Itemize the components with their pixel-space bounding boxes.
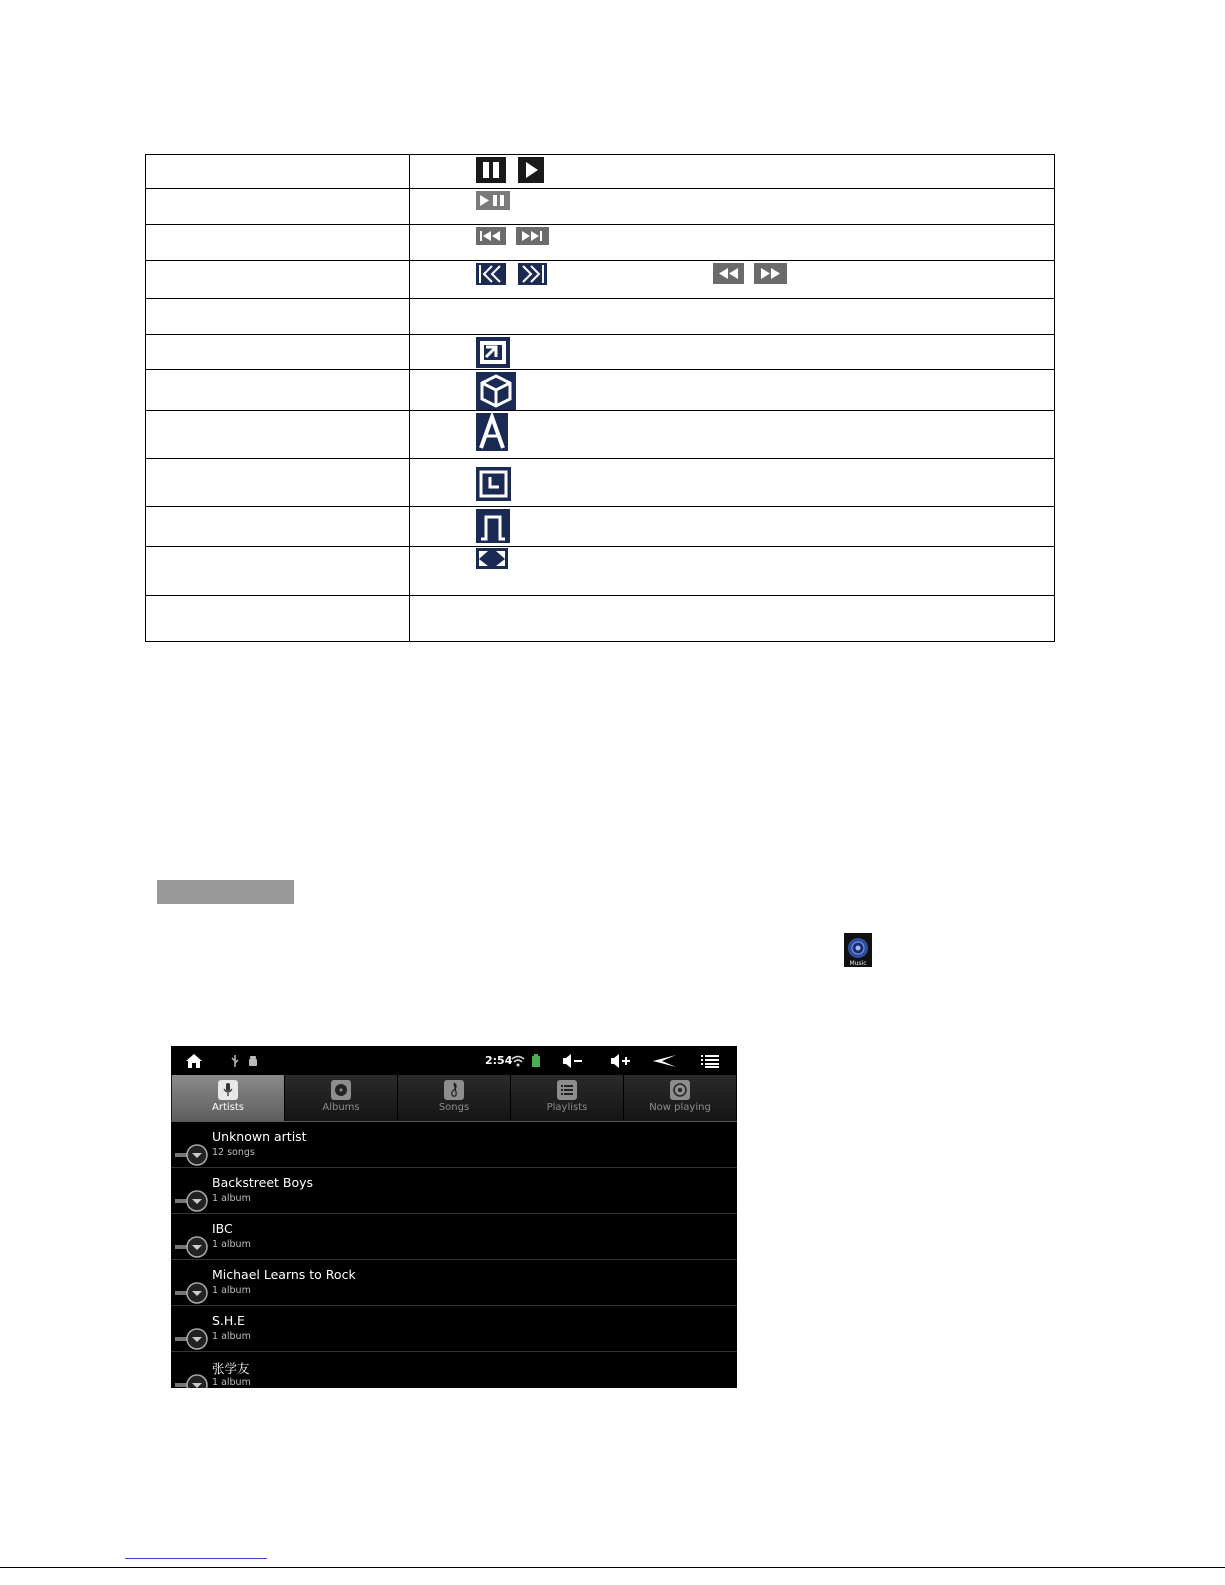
rewind-icon: [713, 263, 744, 288]
music-app-icon[interactable]: [844, 933, 872, 967]
context-menu-icon[interactable]: [175, 1374, 209, 1388]
back-icon[interactable]: [652, 1046, 678, 1075]
list-item[interactable]: [171, 1352, 737, 1388]
page-bottom-rule: [0, 1567, 1225, 1568]
letter-a-icon: [476, 413, 508, 455]
artist-count: 1 album: [212, 1377, 251, 1388]
context-menu-icon[interactable]: [175, 1328, 209, 1354]
clock-icon: [476, 467, 511, 505]
previous-bracket-icon: [476, 263, 506, 289]
table-row: [146, 546, 1054, 595]
artist-list: [171, 1122, 737, 1388]
table-row: [146, 410, 1054, 458]
table-row: [146, 369, 1054, 410]
artist-name: 张学友: [212, 1361, 250, 1376]
artist-name: IBC: [212, 1221, 233, 1236]
artist-count: 1 album: [212, 1285, 251, 1296]
tab-artists[interactable]: [172, 1075, 285, 1121]
list-item[interactable]: [171, 1168, 737, 1214]
section-heading-highlight: [157, 880, 294, 904]
pause-icon: [476, 157, 506, 187]
control-table: [145, 154, 1055, 642]
artist-name: Unknown artist: [212, 1129, 307, 1144]
tab-now-playing[interactable]: [624, 1075, 737, 1121]
list-item[interactable]: [171, 1214, 737, 1260]
context-menu-icon[interactable]: [175, 1282, 209, 1308]
fit-screen-icon: [476, 548, 508, 573]
status-time: 2:54: [485, 1054, 513, 1067]
now-playing-icon: [670, 1080, 690, 1100]
3d-cube-icon: [476, 372, 516, 414]
table-row: [146, 595, 1054, 643]
next-bracket-icon: [518, 263, 547, 289]
tab-bar: [171, 1075, 737, 1121]
status-bar: [171, 1046, 737, 1075]
context-menu-icon[interactable]: [175, 1190, 209, 1216]
disc-icon: [331, 1080, 351, 1100]
artist-count: 1 album: [212, 1193, 251, 1204]
android-debug-icon: [247, 1046, 259, 1075]
speaker-icon: [847, 937, 869, 959]
music-app-screenshot: [171, 1046, 737, 1388]
wifi-icon: [511, 1046, 525, 1075]
table-row: [146, 260, 1054, 298]
table-row: [146, 334, 1054, 369]
artist-name: S.H.E: [212, 1313, 245, 1328]
play-icon: [518, 157, 544, 187]
menu-icon[interactable]: [701, 1046, 719, 1075]
artist-name: Backstreet Boys: [212, 1175, 314, 1190]
table-row: [146, 188, 1054, 224]
list-item[interactable]: [171, 1306, 737, 1352]
list-item[interactable]: [171, 1260, 737, 1306]
microphone-icon: [218, 1080, 238, 1100]
list-icon: [557, 1080, 577, 1100]
fast-forward-icon: [754, 263, 787, 288]
next-track-icon: [516, 227, 549, 249]
battery-icon: [532, 1046, 540, 1075]
usb-icon: [230, 1046, 240, 1075]
play-pause-icon: [476, 191, 510, 214]
tab-playlists[interactable]: [511, 1075, 624, 1121]
list-item[interactable]: [171, 1122, 737, 1168]
tab-label: Songs: [438, 1102, 470, 1113]
tab-label: Playlists: [546, 1102, 588, 1113]
table-row: [146, 155, 1054, 188]
previous-track-icon: [476, 227, 506, 249]
table-row: [146, 224, 1054, 260]
music-app-label: Music: [849, 960, 867, 967]
artist-name: Michael Learns to Rock: [212, 1267, 356, 1282]
artist-count: 1 album: [212, 1239, 251, 1250]
pulse-icon: [476, 509, 510, 547]
tab-songs[interactable]: [398, 1075, 511, 1121]
context-menu-icon[interactable]: [175, 1144, 209, 1170]
artist-count: 1 album: [212, 1331, 251, 1342]
table-row: [146, 298, 1054, 334]
volume-up-icon[interactable]: [610, 1046, 632, 1075]
tab-label: Artists: [212, 1102, 244, 1113]
footnote-link-line: [125, 1558, 267, 1559]
context-menu-icon[interactable]: [175, 1236, 209, 1262]
zoom-icon: [476, 337, 510, 372]
table-row: [146, 506, 1054, 546]
tab-label: Albums: [322, 1102, 360, 1113]
treble-clef-icon: [444, 1080, 464, 1100]
home-icon[interactable]: [185, 1046, 203, 1075]
tab-label: Now playing: [649, 1102, 711, 1113]
artist-count: 12 songs: [212, 1147, 255, 1158]
tab-albums[interactable]: [285, 1075, 398, 1121]
table-row: [146, 458, 1054, 506]
volume-down-icon[interactable]: [562, 1046, 584, 1075]
